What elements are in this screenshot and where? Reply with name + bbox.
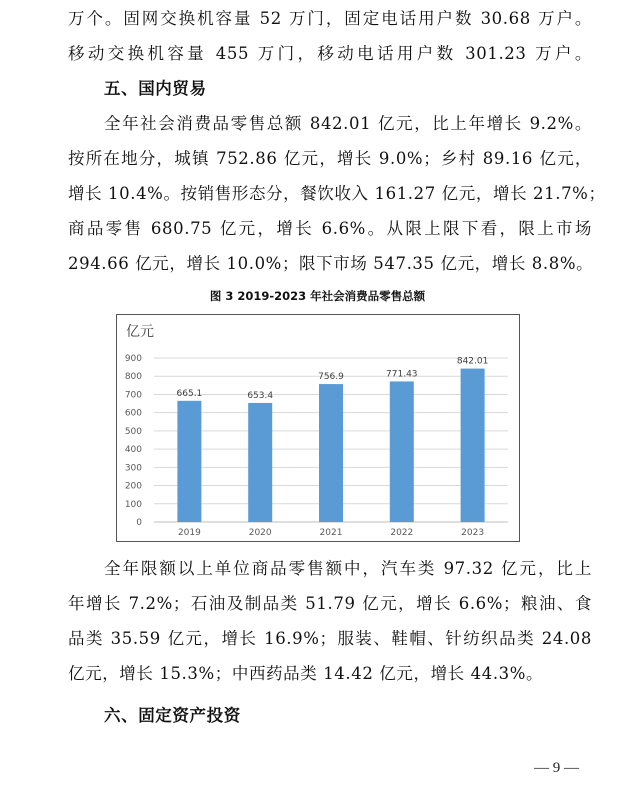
y-tick-label-0: 0 xyxy=(136,518,142,528)
paragraph-3-line-3: 品类 35.59 亿元，增长 16.9%；服装、鞋帽、针纺织品类 24.08 xyxy=(68,629,592,648)
y-axis-unit-label: 亿元 xyxy=(126,324,154,340)
bar-2020 xyxy=(248,403,272,522)
y-tick-label-700: 700 xyxy=(124,390,142,401)
section-heading-domestic-trade: 五、国内贸易 xyxy=(104,79,207,98)
paragraph-3-line-1: 全年限额以上单位商品零售额中，汽车类 97.32 亿元，比上 xyxy=(104,559,592,578)
figure-caption: 图 3 2019-2023 年社会消费品零售总额 xyxy=(209,289,426,303)
y-tick-label-600: 600 xyxy=(124,408,142,419)
y-tick-label-300: 300 xyxy=(124,463,142,474)
retail-sales-bar-chart xyxy=(116,314,520,542)
data-label-2023: 842.01 xyxy=(456,356,489,367)
x-tick-label-2021: 2021 xyxy=(319,528,343,538)
data-label-2019: 665.1 xyxy=(176,388,203,399)
y-tick-label-200: 200 xyxy=(124,481,142,492)
data-label-2020: 653.4 xyxy=(247,390,274,401)
bar-2019 xyxy=(177,401,201,522)
x-tick-label-2022: 2022 xyxy=(390,528,414,538)
x-tick-label-2023: 2023 xyxy=(461,528,485,538)
chart-frame xyxy=(117,315,520,542)
paragraph-2-line-5: 294.66 亿元，增长 10.0%；限下市场 547.35 亿元，增长 8.8%。 xyxy=(68,254,594,273)
bar-2022 xyxy=(390,381,414,522)
y-tick-label-900: 900 xyxy=(124,354,142,364)
bar-2023 xyxy=(461,369,485,522)
paragraph-1-line-2: 移动交换机容量 455 万门，移动电话用户数 301.23 万户。 xyxy=(68,44,592,63)
paragraph-3-line-2: 年增长 7.2%；石油及制品类 51.79 亿元，增长 6.6%；粮油、食 xyxy=(68,594,592,613)
paragraph-2-line-1: 全年社会消费品零售总额 842.01 亿元，比上年增长 9.2%。 xyxy=(104,114,592,133)
page-number: — 9 — xyxy=(534,760,579,776)
bar-2021 xyxy=(319,384,343,522)
x-tick-label-2020: 2020 xyxy=(248,528,272,538)
y-tick-label-800: 800 xyxy=(124,372,142,383)
paragraph-2-line-2: 按所在地分，城镇 752.86 亿元，增长 9.0%；乡村 89.16 亿元， xyxy=(68,149,592,168)
y-tick-label-100: 100 xyxy=(124,499,142,510)
data-label-2022: 771.43 xyxy=(386,369,418,380)
paragraph-2-line-3: 增长 10.4%。按销售形态分，餐饮收入 161.27 亿元，增长 21.7%； xyxy=(68,184,606,203)
paragraph-1-line-1: 万个。固网交换机容量 52 万门，固定电话用户数 30.68 万户。 xyxy=(68,9,592,28)
paragraph-2-line-4: 商品零售 680.75 亿元，增长 6.6%。从限上限下看，限上市场 xyxy=(68,219,592,238)
paragraph-3-line-4: 亿元，增长 15.3%；中西药品类 14.42 亿元，增长 44.3%。 xyxy=(68,664,544,683)
x-tick-label-2019: 2019 xyxy=(177,528,201,538)
section-heading-fixed-asset-investment: 六、固定资产投资 xyxy=(104,706,241,725)
data-label-2021: 756.9 xyxy=(318,372,344,383)
y-tick-label-400: 400 xyxy=(124,445,142,456)
y-tick-label-500: 500 xyxy=(124,426,142,437)
